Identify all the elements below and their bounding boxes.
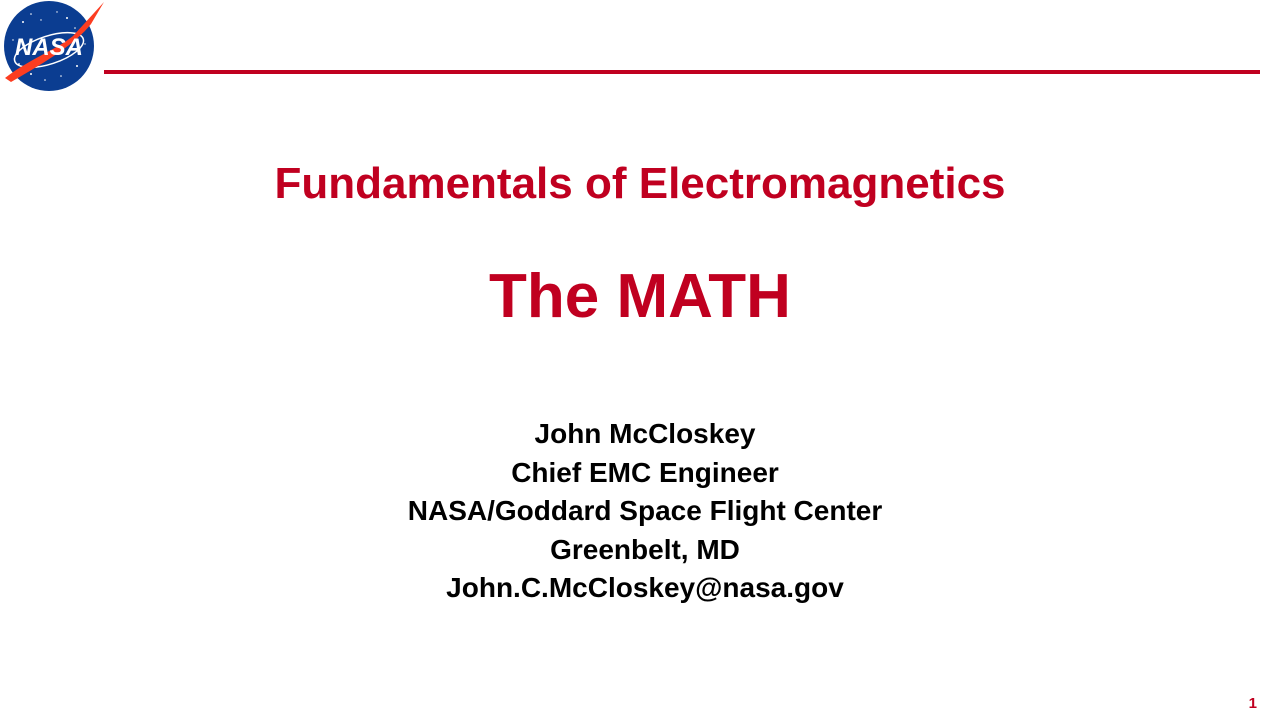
author-name: John McCloskey <box>534 418 756 449</box>
page-number: 1 <box>1248 695 1257 712</box>
nasa-logo <box>1 0 105 92</box>
author-location: Greenbelt, MD <box>550 533 740 565</box>
header-divider <box>104 70 1260 74</box>
author-email: John.C.McCloskey@nasa.gov <box>446 572 844 603</box>
slide-title: The MATH <box>489 262 791 331</box>
author-info <box>0 415 1280 608</box>
svg-text:NASA: NASA <box>14 34 84 61</box>
author-organization: NASA/Goddard Space Flight Center <box>407 495 883 526</box>
slide-subtitle: Fundamentals of Electromagnetics <box>274 159 1006 208</box>
author-role: Chief EMC Engineer <box>511 456 779 488</box>
